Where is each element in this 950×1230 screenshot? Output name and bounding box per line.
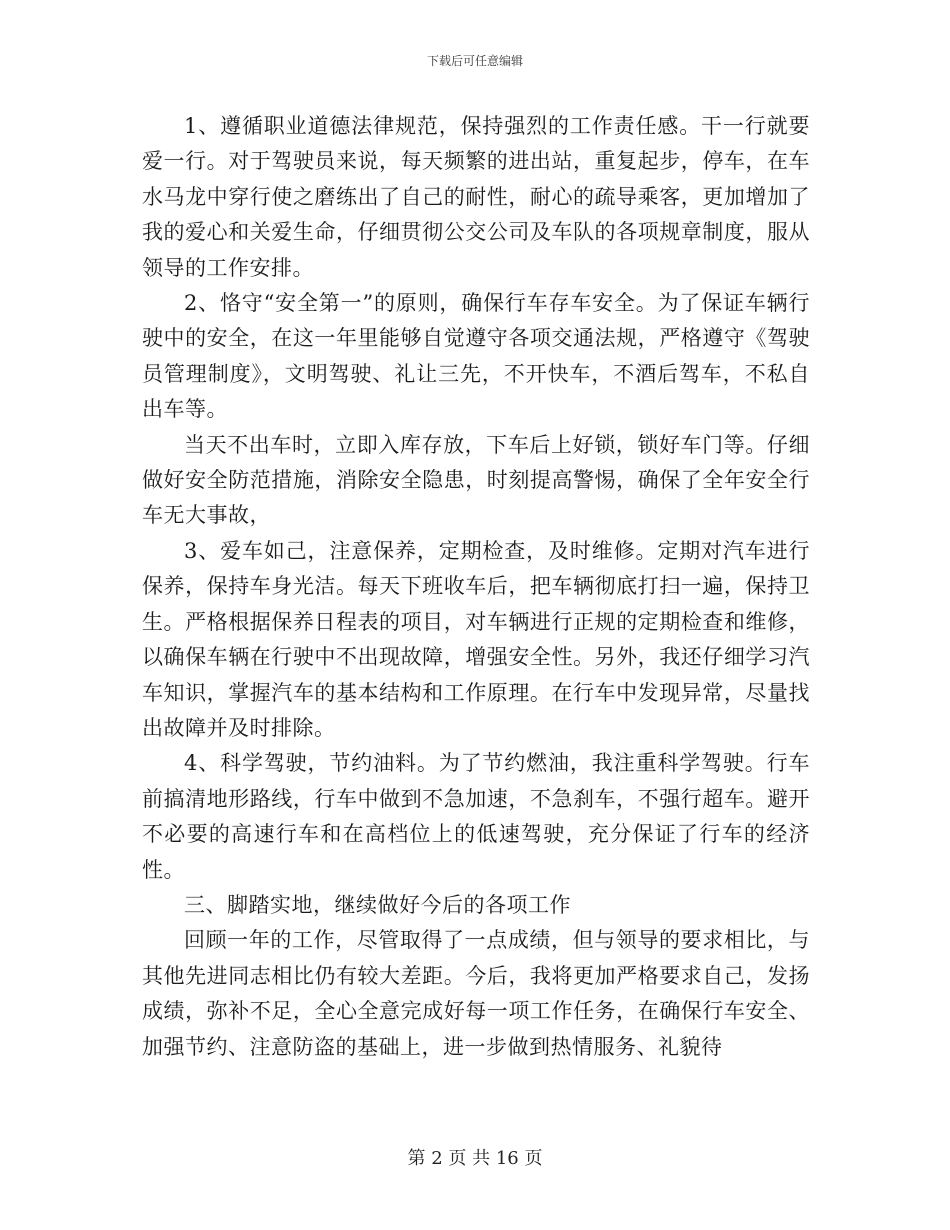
paragraph-6: 回顾一年的工作，尽管取得了一点成绩，但与领导的要求相比，与其他先进同志相比仍有较大差距。今后，我将更加严格要求自己，发扬成绩，弥补不足，全心全意完成好每一项工作任务，在确保行车安全、加强节约、注意防盗的基础上，进一步做到热情服务、礼貌待 xyxy=(142,928,810,1059)
section-heading: 三、脚踏实地，继续做好今后的各项工作 xyxy=(184,892,571,917)
document-body xyxy=(142,109,810,1065)
paragraph-3: 当天不出车时，立即入库存放，下车后上好锁，锁好车门等。仔细做好安全防范措施，消除安全隐患，时刻提高警惕，确保了全年安全行车无大事故， xyxy=(142,432,810,528)
paragraph-2: 2、恪守“安全第一”的原则，确保行车存车安全。为了保证车辆行驶中的安全，在这一年里能够自觉遵守各项交通法规，严格遵守《驾驶员管理制度》，文明驾驶、礼让三先，不开快车，不酒后驾车，不私自出车等。 xyxy=(142,291,810,422)
page-footer: 第 2 页 共 16 页 xyxy=(407,1148,543,1169)
paragraph-5: 4、科学驾驶，节约油料。为了节约燃油，我注重科学驾驶。行车前搞清地形路线，行车中做到不急加速，不急刹车，不强行超车。避开不必要的高速行车和在高档位上的低速驾驶，充分保证了行车的经济性。 xyxy=(142,751,810,882)
page-header: 下载后可任意编辑 xyxy=(426,54,523,68)
paragraph-4: 3、爱车如己，注意保养，定期检查，及时维修。定期对汽车进行保养，保持车身光洁。每天下班收车后，把车辆彻底打扫一遍，保持卫生。严格根据保养日程表的项目，对车辆进行正规的定期检查和维修，以确保车辆在行驶中不出现故障，增强安全性。另外，我还仔细学习汽车知识，掌握汽车的基本结构和工作原理。在行车中发现异常，尽量找出故障并及时排除。 xyxy=(142,538,810,740)
paragraph-1: 1、遵循职业道德法律规范，保持强烈的工作责任感。干一行就要爱一行。对于驾驶员来说，每天频繁的进出站，重复起步，停车，在车水马龙中穿行使之磨练出了自己的耐性，耐心的疏导乘客，更加增加了我的爱心和关爱生命，仔细贯彻公交公司及车队的各项规章制度，服从领导的工作安排。 xyxy=(142,114,810,280)
